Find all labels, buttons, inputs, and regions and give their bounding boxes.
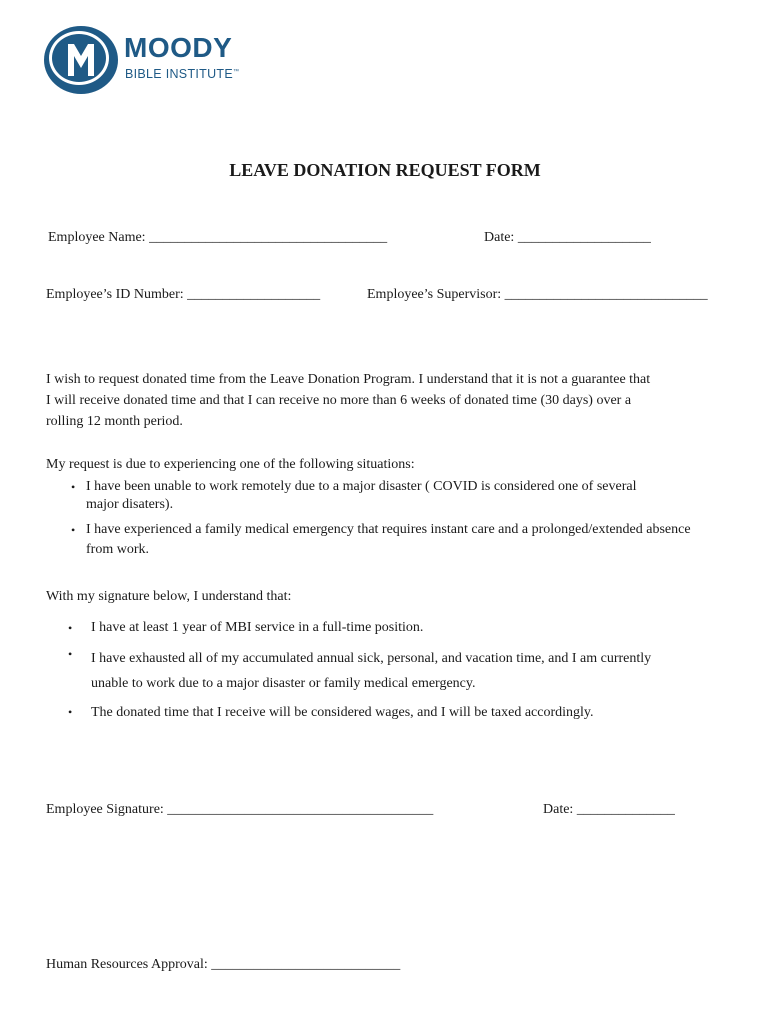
employee-name-field[interactable]: Employee Name: __________________________________	[48, 230, 388, 245]
employee-signature-field[interactable]: Employee Signature: ______________________________________	[46, 802, 434, 817]
request-item: I have been unable to work remotely due to a major disaster ( COVID is considered one of several	[86, 479, 637, 494]
request-item: major disaters).	[86, 497, 174, 512]
bullet-icon: •	[71, 523, 76, 537]
request-item: from work.	[86, 542, 149, 557]
date-field[interactable]: Date: ___________________	[484, 230, 651, 245]
acknowledge-heading: With my signature below, I understand that:	[46, 589, 292, 604]
logo-subtitle: BIBLE INSTITUTE™	[125, 67, 240, 81]
intro-line: rolling 12 month period.	[46, 414, 183, 429]
request-item: I have experienced a family medical emergency that requires instant care and a prolonged/extended absence	[86, 522, 691, 537]
acknowledge-item: unable to work due to a major disaster or family medical emergency.	[91, 676, 476, 691]
bullet-icon: •	[71, 480, 76, 494]
request-heading: My request is due to experiencing one of the following situations:	[46, 457, 415, 472]
intro-line: I will receive donated time and that I can receive no more than 6 weeks of donated time (30 days) over a	[46, 393, 632, 408]
supervisor-field[interactable]: Employee’s Supervisor: _____________________________	[367, 287, 708, 302]
m-glyph	[44, 26, 118, 94]
acknowledge-item: I have at least 1 year of MBI service in a full-time position.	[91, 620, 424, 635]
acknowledge-item: The donated time that I receive will be considered wages, and I will be taxed accordingly.	[91, 705, 594, 720]
intro-line: I wish to request donated time from the Leave Donation Program. I understand that it is not a guarantee that	[46, 372, 651, 387]
signature-date-field[interactable]: Date: ______________	[543, 802, 675, 817]
moody-m-icon	[44, 26, 118, 94]
bullet-icon: •	[68, 647, 73, 661]
form-title: LEAVE DONATION REQUEST FORM	[229, 160, 541, 180]
bullet-icon: •	[68, 621, 73, 635]
bullet-icon: •	[68, 705, 73, 719]
logo-name: MOODY	[124, 32, 233, 63]
hr-approval-field[interactable]: Human Resources Approval: ___________________________	[46, 957, 401, 972]
acknowledge-item: I have exhausted all of my accumulated annual sick, personal, and vacation time, and I am currently	[91, 651, 652, 666]
employee-id-field[interactable]: Employee’s ID Number: ___________________	[46, 287, 321, 302]
